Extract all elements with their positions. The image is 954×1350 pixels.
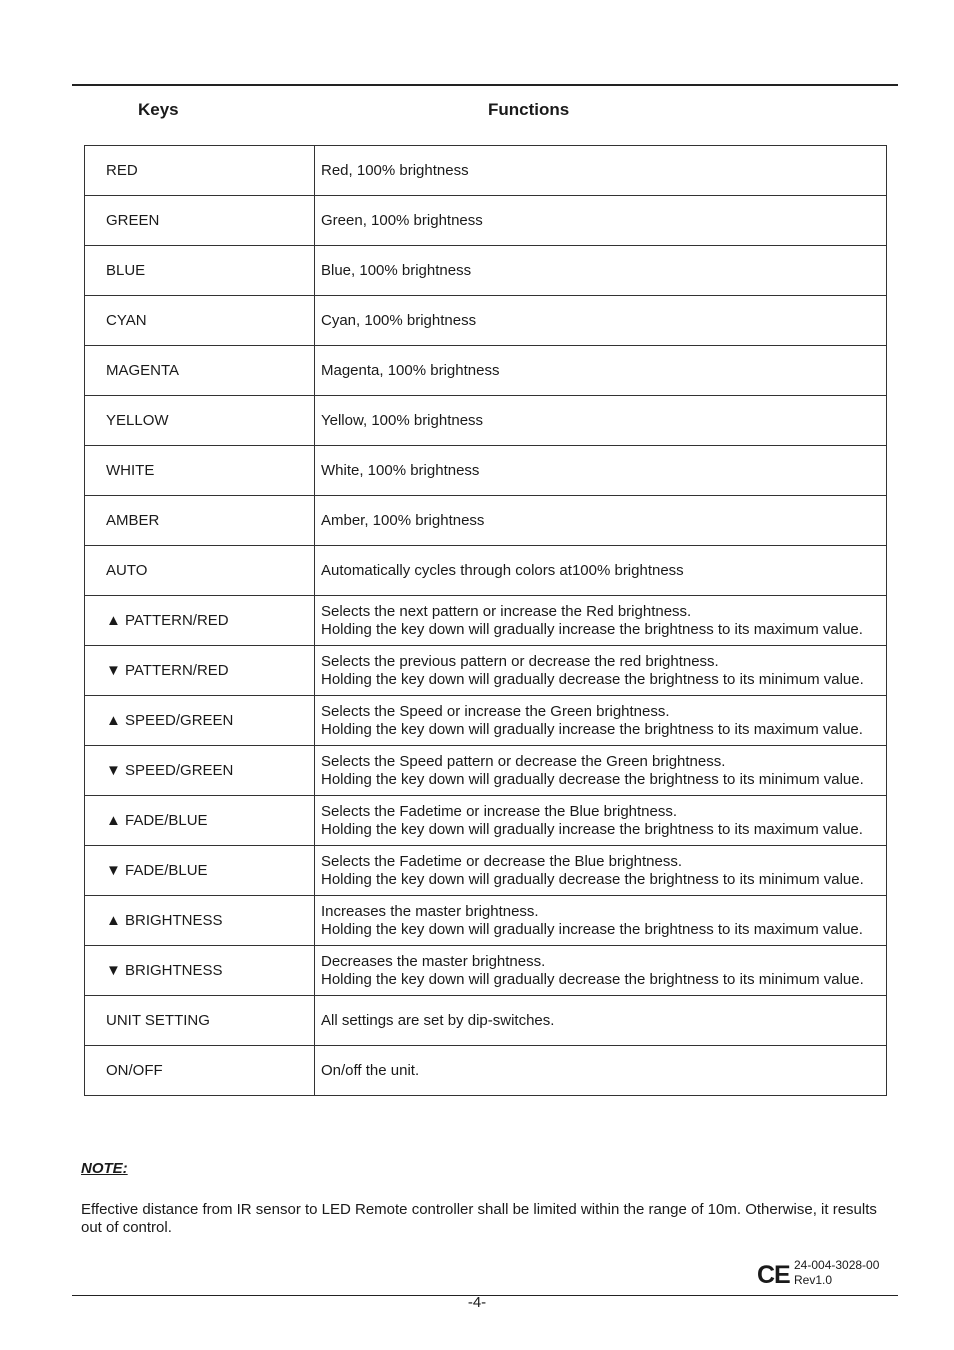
function-text: Holding the key down will gradually increase the brightness to its maximum value. <box>321 820 863 838</box>
function-text: Amber, 100% brightness <box>321 511 485 529</box>
function-text: Cyan, 100% brightness <box>321 311 477 329</box>
function-text: Selects the Fadetime or decrease the Blue brightness. <box>321 852 683 870</box>
key-cell: WHITE <box>85 446 315 496</box>
key-cell: MAGENTA <box>85 346 315 396</box>
function-text: Selects the Speed pattern or decrease the Green brightness. <box>321 752 726 770</box>
key-cell: YELLOW <box>85 396 315 446</box>
table-row <box>85 746 887 796</box>
function-text: Magenta, 100% brightness <box>321 361 500 379</box>
function-text: Selects the Speed or increase the Green brightness. <box>321 702 670 720</box>
table-row <box>85 796 887 846</box>
function-text: Selects the next pattern or increase the Red brightness. <box>321 602 692 620</box>
key-cell: ▲ BRIGHTNESS <box>85 896 315 946</box>
ce-mark-logo: CE <box>757 1261 790 1289</box>
function-text: Holding the key down will gradually decrease the brightness to its minimum value. <box>321 670 864 688</box>
function-text: Selects the previous pattern or decrease the red brightness. <box>321 652 719 670</box>
key-cell: ON/OFF <box>85 1046 315 1096</box>
key-cell: ▲ FADE/BLUE <box>85 796 315 846</box>
function-text: Red, 100% brightness <box>321 161 469 179</box>
function-text: Green, 100% brightness <box>321 211 483 229</box>
function-cell <box>315 846 887 896</box>
function-cell <box>315 1046 887 1096</box>
table-row <box>85 196 887 246</box>
function-cell <box>315 946 887 996</box>
table-row <box>85 296 887 346</box>
table-row <box>85 246 887 296</box>
table-row <box>85 896 887 946</box>
function-cell <box>315 996 887 1046</box>
page-number: -4- <box>467 1294 487 1311</box>
function-cell <box>315 396 887 446</box>
function-text: Holding the key down will gradually increase the brightness to its maximum value. <box>321 620 863 638</box>
key-cell: ▼ SPEED/GREEN <box>85 746 315 796</box>
key-cell: ▲ SPEED/GREEN <box>85 696 315 746</box>
key-cell: ▼ BRIGHTNESS <box>85 946 315 996</box>
function-text: Automatically cycles through colors at100% brightness <box>321 561 684 579</box>
table-row <box>85 696 887 746</box>
functions-column-header: Functions <box>488 100 570 119</box>
function-cell <box>315 196 887 246</box>
key-cell: UNIT SETTING <box>85 996 315 1046</box>
key-function-table <box>84 145 887 1096</box>
table-row <box>85 946 887 996</box>
note-title: NOTE: <box>81 1160 128 1177</box>
function-cell <box>315 746 887 796</box>
function-text: Holding the key down will gradually increase the brightness to its maximum value. <box>321 920 863 938</box>
table-row <box>85 346 887 396</box>
key-cell: BLUE <box>85 246 315 296</box>
table-body <box>85 146 887 1096</box>
key-cell: GREEN <box>85 196 315 246</box>
top-divider <box>72 84 898 86</box>
revision-label: Rev1.0 <box>794 1273 833 1287</box>
table-row <box>85 496 887 546</box>
table-row <box>85 446 887 496</box>
key-cell: ▲ PATTERN/RED <box>85 596 315 646</box>
keys-column-header: Keys <box>138 100 179 119</box>
function-text: Holding the key down will gradually decrease the brightness to its minimum value. <box>321 770 864 788</box>
table-row <box>85 396 887 446</box>
key-cell: ▼ PATTERN/RED <box>85 646 315 696</box>
function-cell <box>315 646 887 696</box>
table-row <box>85 1046 887 1096</box>
function-cell <box>315 796 887 846</box>
key-cell: AMBER <box>85 496 315 546</box>
function-text: Blue, 100% brightness <box>321 261 472 279</box>
key-cell: ▼ FADE/BLUE <box>85 846 315 896</box>
function-text: Selects the Fadetime or increase the Blue brightness. <box>321 802 678 820</box>
table-row <box>85 546 887 596</box>
function-cell <box>315 146 887 196</box>
table-row <box>85 846 887 896</box>
function-text: Holding the key down will gradually decrease the brightness to its minimum value. <box>321 970 864 988</box>
function-cell <box>315 496 887 546</box>
function-text: Holding the key down will gradually increase the brightness to its maximum value. <box>321 720 863 738</box>
function-cell <box>315 696 887 746</box>
function-text: On/off the unit. <box>321 1061 420 1079</box>
function-cell <box>315 246 887 296</box>
function-cell <box>315 296 887 346</box>
key-cell: CYAN <box>85 296 315 346</box>
function-cell <box>315 596 887 646</box>
function-text: Decreases the master brightness. <box>321 952 546 970</box>
key-cell: RED <box>85 146 315 196</box>
document-id <box>794 1258 879 1288</box>
table-row <box>85 996 887 1046</box>
function-text: Yellow, 100% brightness <box>321 411 484 429</box>
note-text: Effective distance from IR sensor to LED Remote controller shall be limited within the range of 10m. Otherwise, it results out of control. <box>81 1201 877 1236</box>
key-cell: AUTO <box>85 546 315 596</box>
function-cell <box>315 346 887 396</box>
function-text: Holding the key down will gradually decrease the brightness to its minimum value. <box>321 870 864 888</box>
function-cell <box>315 446 887 496</box>
table-row <box>85 646 887 696</box>
function-text: All settings are set by dip-switches. <box>321 1011 555 1029</box>
function-text: White, 100% brightness <box>321 461 480 479</box>
table-row <box>85 146 887 196</box>
table-row <box>85 596 887 646</box>
function-cell <box>315 896 887 946</box>
function-cell <box>315 546 887 596</box>
document-number: 24-004-3028-00 <box>794 1258 880 1272</box>
function-text: Increases the master brightness. <box>321 902 539 920</box>
